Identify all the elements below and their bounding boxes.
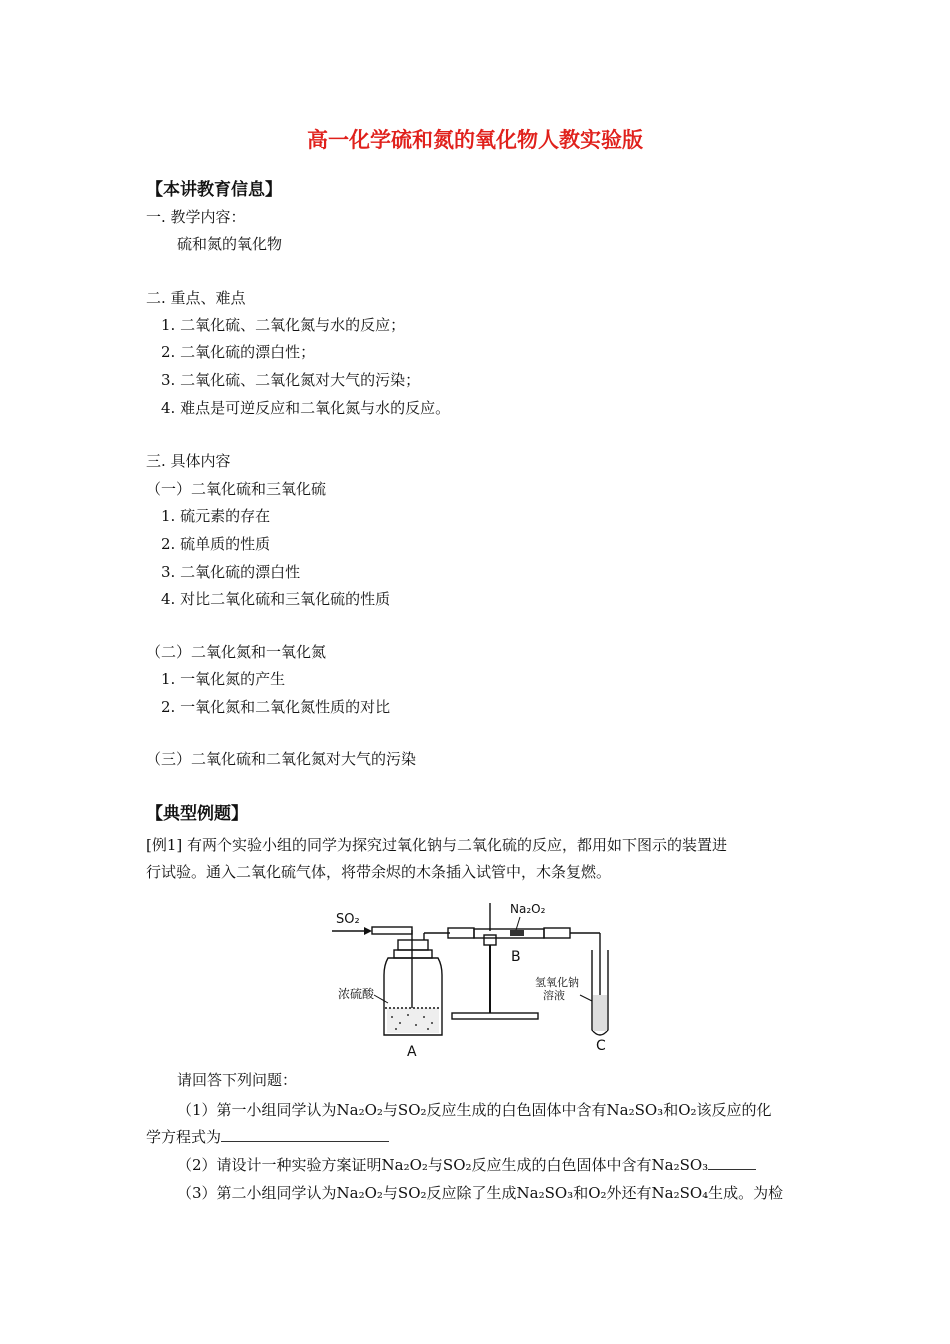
label-a: A <box>407 1044 417 1060</box>
part1-item: 4. 对比二氧化硫和三氧化硫的性质 <box>161 590 391 608</box>
part1-item: 2. 硫单质的性质 <box>161 535 271 553</box>
naoh-label: 溶液 <box>543 989 565 1002</box>
section-heading-info: 【本讲教育信息】 <box>146 180 282 200</box>
label-b: B <box>511 949 521 965</box>
part3-label: （三）二氧化硫和二氧化氮对大气的污染 <box>146 750 417 768</box>
acid-label: 浓硫酸 <box>338 987 375 1001</box>
key-point: 4. 难点是可逆反应和二氧化氮与水的反应。 <box>161 399 451 417</box>
answer-prompt: 请回答下列问题： <box>177 1071 298 1089</box>
section-heading-examples: 【典型例题】 <box>146 804 248 824</box>
rubber-joint <box>448 928 474 938</box>
content-text: 硫和氮的氧化物 <box>177 235 283 253</box>
question-1: （1）第一小组同学认为Na₂O₂与SO₂反应生成的白色固体中含有Na₂SO₃和O₂该反应的化 <box>177 1101 772 1119</box>
reagent-b-label: Na₂O₂ <box>510 902 546 916</box>
apparatus-figure <box>330 895 630 1060</box>
answer-blank <box>221 1127 389 1142</box>
part2-item: 2. 一氧化氮和二氧化氮性质的对比 <box>161 698 391 716</box>
question-3: （3）第二小组同学认为Na₂O₂与SO₂反应除了生成Na₂SO₃和O₂外还有Na₂SO₄生成。为检 <box>177 1184 784 1202</box>
question-2-text: （2）请设计一种实验方案证明Na₂O₂与SO₂反应生成的白色固体中含有Na₂SO₃ <box>177 1156 709 1174</box>
inlet-tube <box>372 927 412 934</box>
stand-base <box>452 1013 538 1019</box>
part1-item: 1. 硫元素的存在 <box>161 507 271 525</box>
key-point: 3. 二氧化硫、二氧化氮对大气的污染； <box>161 371 421 389</box>
gas-in-label: SO₂ <box>336 912 360 927</box>
page-title: 高一化学硫和氮的氧化物人教实验版 <box>307 128 643 152</box>
part1-item: 3. 二氧化硫的漂白性 <box>161 563 301 581</box>
example-text: [例1] 有两个实验小组的同学为探究过氧化钠与二氧化硫的反应，都用如下图示的装置进 <box>146 836 728 854</box>
answer-blank <box>708 1155 756 1170</box>
part2-item: 1. 一氧化氮的产生 <box>161 670 286 688</box>
question-2 <box>177 1151 756 1179</box>
key-label: 二. 重点、难点 <box>146 289 246 307</box>
content-label: 一. 教学内容： <box>146 208 246 226</box>
naoh-label: 氢氧化钠 <box>535 976 579 989</box>
part1-label: （一）二氧化硫和三氧化硫 <box>146 480 327 498</box>
question-1-cont <box>146 1123 389 1151</box>
example-text: 行试验。通入二氧化硫气体，将带余烬的木条插入试管中，木条复燃。 <box>146 863 612 881</box>
key-point: 2. 二氧化硫的漂白性； <box>161 343 316 361</box>
key-point: 1. 二氧化硫、二氧化氮与水的反应； <box>161 316 406 334</box>
bottle-stopper <box>398 940 428 950</box>
label-c: C <box>596 1038 606 1054</box>
arrow-head-icon <box>364 927 372 935</box>
part2-label: （二）二氧化氮和一氧化氮 <box>146 643 327 661</box>
detail-label: 三. 具体内容 <box>146 452 231 470</box>
question-1-tail: 学方程式为 <box>146 1128 222 1146</box>
sample-b <box>510 930 524 936</box>
